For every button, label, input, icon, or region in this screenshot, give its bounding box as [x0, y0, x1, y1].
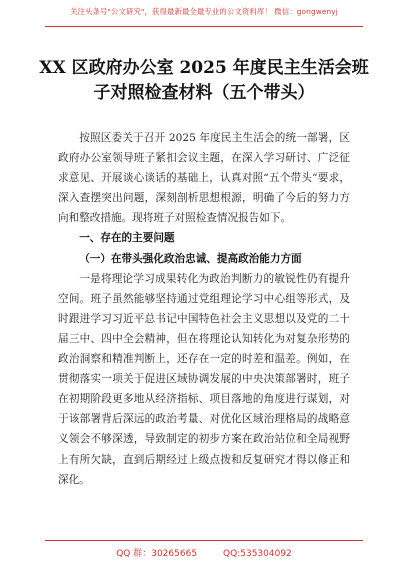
footer-qq-group: QQ 群：30265665	[116, 549, 198, 559]
section-heading: 一、存在的主要问题	[79, 232, 175, 245]
title-line-1: XX 区政府办公室 2025 年度民主生活会班	[39, 58, 369, 78]
body-paragraph: 一是将理论学习成果转化为政治判断力的敏锐性仍有提升空间。班子虽然能够坚持通过党组理论学习中心组等形式，及时跟进学习习近平总书记中国特色社会主义思想以及党的二十届三中、四中全会精神，但在将理论认知转化为对复杂形势的政治洞察和精准判断上，还存在一定的时差和温差。例如，在贯彻落实一项关于促进区域协调发展的中央决策部署时，班子在初期阶段更多地从经济指标、项目落地的角度进行谋划，对于该部署背后深远的政治考量、对优化区域治理格局的战略意义领会不够深透，导致制定的初步方案在政治站位和全局视野上有所欠缺，直到后期经过上级点拨和反复研究才得以修正和深化。	[58, 272, 350, 486]
header-divider	[45, 26, 363, 27]
footer-contact	[0, 546, 408, 559]
footer-divider	[45, 540, 363, 541]
header-banner: 关注头条号"公文研究"，获得最新最全最专业的公文资料库！ 微信：gongwenyj	[70, 7, 338, 16]
subsection-heading: （一）在带头强化政治忠诚、提高政治能力方面	[79, 252, 302, 265]
intro-paragraph: 按照区委关于召开 2025 年度民主生活会的统一部署，区政府办公室领导班子紧扣会议主题，在深入学习研讨、广泛征求意见、开展谈心谈话的基础上，认真对照“五个带头”要求，深入查摆突出问题，深刻剖析思想根源，明确了今后的努力方向和整改措施。现将班子对照检查情况报告如下。	[58, 132, 350, 225]
document-body	[58, 128, 350, 490]
document-title	[30, 56, 378, 106]
footer-qq: QQ:535304092	[223, 549, 292, 559]
title-line-2: 子对照检查材料（五个带头）	[93, 83, 315, 103]
